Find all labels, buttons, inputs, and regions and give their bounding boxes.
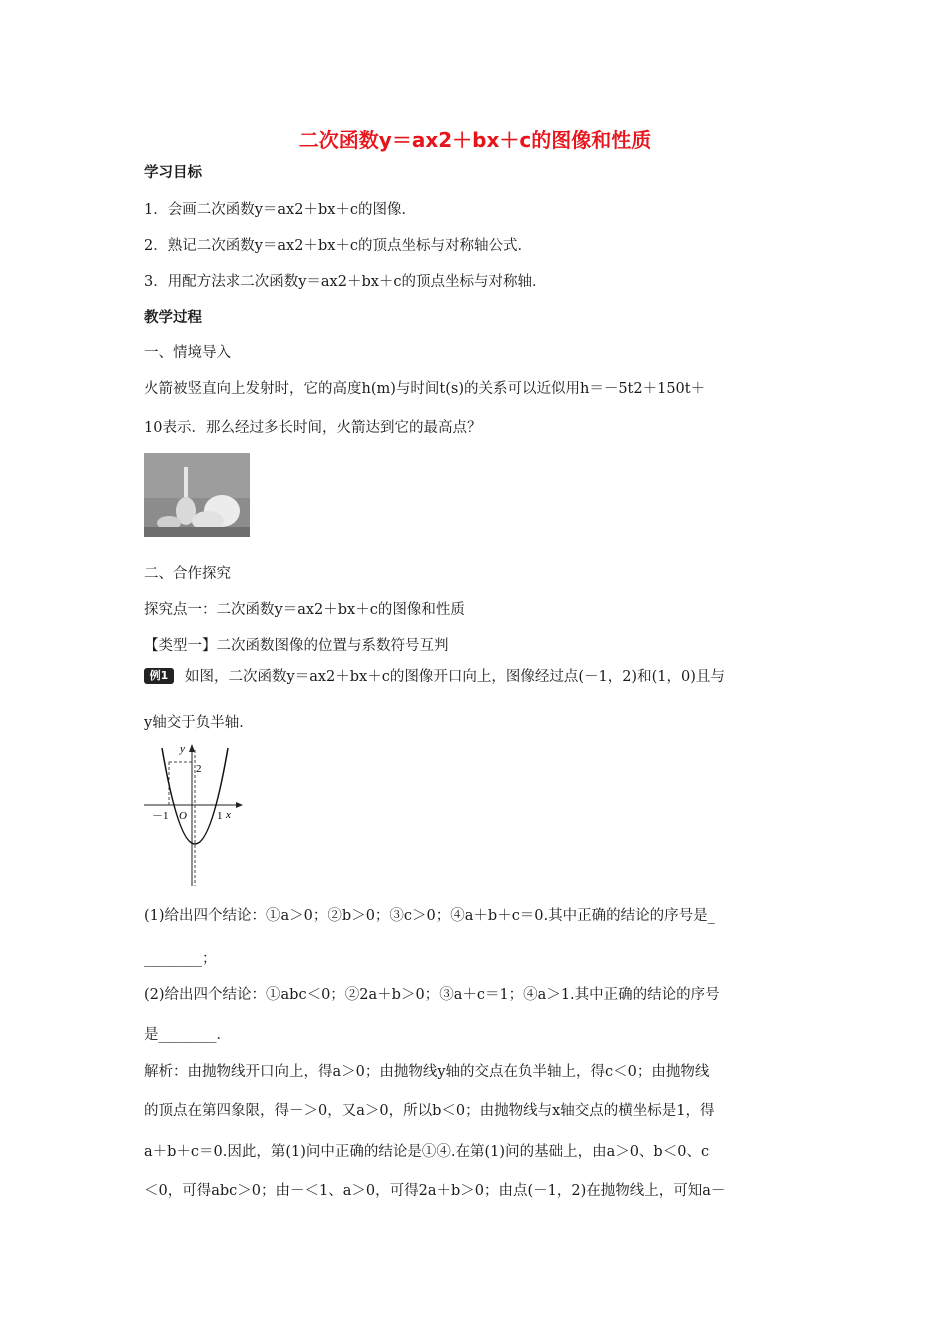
goal-item-2: 2．熟记二次函数y＝ax2＋bx＋c的顶点坐标与对称轴公式． [144,238,533,254]
q1-line-1: (1)给出四个结论：①a＞0；②b＞0；③c＞0；④a＋b＋c＝0.其中正确的结论的序号是_ [144,908,715,924]
goal-item-1: 1．会画二次函数y＝ax2＋bx＋c的图像． [144,202,417,218]
intro-line-1: 火箭被竖直向上发射时，它的高度h(m)与时间t(s)的关系可以近似用h＝－5t2＋150t＋ [144,381,706,397]
example-badge: 例1 [144,668,174,684]
goals-heading: 学习目标 [144,165,202,181]
x-axis-arrow [236,802,243,808]
q1-line-2: ________； [144,951,217,967]
analysis-line-3: a＋b＋c＝0.因此，第(1)问中正确的结论是①④.在第(1)问的基础上，由a＞0、b＜0、c [144,1144,710,1160]
label-two: 2 [196,763,202,775]
type-heading: 【类型一】二次函数图像的位置与系数符号互判 [144,638,449,654]
example-line-2: y轴交于负半轴． [144,715,254,731]
label-one: 1 [217,810,223,822]
y-axis-arrow [189,744,195,752]
goal-item-3: 3．用配方法求二次函数y＝ax2＋bx＋c的顶点坐标与对称轴． [144,274,547,290]
y-label: y [180,743,185,755]
label-origin: O [179,810,187,822]
analysis-line-4: ＜0，可得abc＞0；由－＜1、a＞0，可得2a＋b＞0；由点(－1，2)在抛物线上，可知a－ [144,1183,726,1199]
page-title: 二次函数y＝ax2＋bx＋c的图像和性质 [298,128,652,152]
analysis-line-2: 的顶点在第四象限，得－＞0，又a＞0，所以b＜0；由抛物线与x轴交点的横坐标是1，得 [144,1103,715,1119]
intro-line-2: 10表示．那么经过多长时间，火箭达到它的最高点？ [144,420,482,436]
q2-line-1: (2)给出四个结论：①abc＜0；②2a＋b＞0；③a＋c＝1；④a＞1.其中正确的结论的序号 [144,987,720,1003]
explore-heading: 二、合作探究 [144,566,231,582]
parabola-graph [140,740,250,890]
example-line-1: 如图，二次函数y＝ax2＋bx＋c的图像开口向上，图像经过点(－1，2)和(1，0)且与 [185,669,725,685]
intro-heading: 一、情境导入 [144,345,231,361]
x-label: x [226,809,231,821]
point-heading: 探究点一：二次函数y＝ax2＋bx＋c的图像和性质 [144,602,465,618]
label-neg-one: －1 [152,810,169,822]
process-heading: 教学过程 [144,310,202,326]
rocket-launch-image [144,453,250,537]
analysis-line-1: 解析：由抛物线开口向上，得a＞0；由抛物线y轴的交点在负半轴上，得c＜0；由抛物线 [144,1064,710,1080]
q2-line-2: 是________． [144,1027,231,1043]
